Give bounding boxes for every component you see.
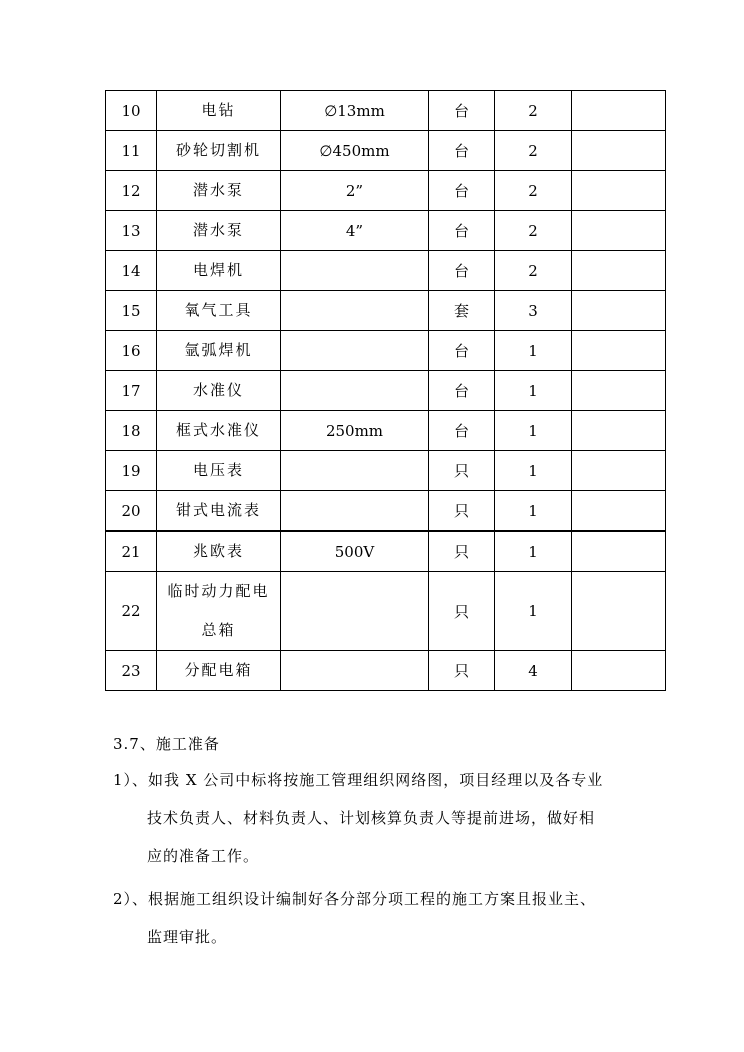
table-row	[106, 491, 666, 532]
cell-spec	[281, 651, 429, 691]
cell-note	[572, 291, 666, 331]
cell-note	[572, 251, 666, 291]
cell-no: 17	[106, 371, 157, 411]
cell-qty: 1	[495, 371, 572, 411]
cell-spec: 4”	[281, 211, 429, 251]
cell-name: 电钻	[157, 91, 281, 131]
cell-qty: 1	[495, 331, 572, 371]
cell-note	[572, 411, 666, 451]
equipment-table-body	[106, 91, 666, 691]
cell-unit: 台	[429, 411, 495, 451]
table-row	[106, 371, 666, 411]
cell-qty: 2	[495, 251, 572, 291]
cell-qty: 2	[495, 131, 572, 171]
cell-name: 电焊机	[157, 251, 281, 291]
cell-qty: 1	[495, 491, 572, 532]
cell-note	[572, 651, 666, 691]
cell-unit: 台	[429, 91, 495, 131]
cell-name: 水准仪	[157, 371, 281, 411]
cell-no: 23	[106, 651, 157, 691]
cell-no: 18	[106, 411, 157, 451]
cell-qty: 2	[495, 211, 572, 251]
cell-no: 15	[106, 291, 157, 331]
cell-unit: 台	[429, 331, 495, 371]
cell-spec: ∅13mm	[281, 91, 429, 131]
cell-note	[572, 331, 666, 371]
cell-name: 兆欧表	[157, 531, 281, 572]
cell-note	[572, 91, 666, 131]
table-row	[106, 531, 666, 572]
cell-name: 氧气工具	[157, 291, 281, 331]
table-row	[106, 451, 666, 491]
cell-note	[572, 451, 666, 491]
cell-spec	[281, 291, 429, 331]
cell-unit: 台	[429, 371, 495, 411]
table-row	[106, 211, 666, 251]
cell-unit: 台	[429, 131, 495, 171]
cell-no: 21	[106, 531, 157, 572]
cell-spec	[281, 251, 429, 291]
item-number: 2）、	[113, 890, 149, 908]
item-text-line: 根据施工组织设计编制好各分部分项工程的施工方案且报业主、	[148, 890, 597, 908]
cell-spec: 2”	[281, 171, 429, 211]
item-text-line: 应的准备工作。	[147, 847, 260, 865]
cell-no: 14	[106, 251, 157, 291]
table-row	[106, 291, 666, 331]
cell-qty: 1	[495, 411, 572, 451]
cell-note	[572, 211, 666, 251]
cell-name: 潜水泵	[157, 211, 281, 251]
cell-unit: 只	[429, 651, 495, 691]
item-text-line: 监理审批。	[147, 928, 228, 946]
cell-spec: ∅450mm	[281, 131, 429, 171]
cell-unit: 台	[429, 251, 495, 291]
cell-no: 22	[106, 572, 157, 651]
cell-qty: 2	[495, 91, 572, 131]
cell-qty: 2	[495, 171, 572, 211]
cell-qty: 3	[495, 291, 572, 331]
cell-name: 框式水准仪	[157, 411, 281, 451]
cell-name: 砂轮切割机	[157, 131, 281, 171]
cell-name: 临时动力配电 总箱	[157, 572, 281, 651]
table-row	[106, 131, 666, 171]
cell-spec	[281, 491, 429, 532]
cell-unit: 只	[429, 531, 495, 572]
table-row	[106, 91, 666, 131]
table-row	[106, 651, 666, 691]
cell-note	[572, 572, 666, 651]
cell-note	[572, 491, 666, 532]
cell-spec	[281, 572, 429, 651]
cell-spec	[281, 331, 429, 371]
item-number: 1）、	[113, 771, 149, 789]
cell-note	[572, 371, 666, 411]
cell-spec	[281, 451, 429, 491]
cell-no: 11	[106, 131, 157, 171]
cell-qty: 1	[495, 531, 572, 572]
cell-unit: 套	[429, 291, 495, 331]
cell-no: 10	[106, 91, 157, 131]
cell-no: 19	[106, 451, 157, 491]
cell-spec: 500V	[281, 531, 429, 572]
cell-no: 20	[106, 491, 157, 532]
item-text-line: 技术负责人、材料负责人、计划核算负责人等提前进场，做好相	[147, 809, 596, 827]
cell-name: 分配电箱	[157, 651, 281, 691]
cell-name: 潜水泵	[157, 171, 281, 211]
cell-unit: 台	[429, 171, 495, 211]
equipment-table	[105, 90, 666, 691]
table-row	[106, 331, 666, 371]
cell-spec: 250mm	[281, 411, 429, 451]
cell-unit: 台	[429, 211, 495, 251]
cell-unit: 只	[429, 451, 495, 491]
cell-note	[572, 531, 666, 572]
cell-qty: 1	[495, 572, 572, 651]
item-text-line: 如我 X 公司中标将按施工管理组织网络图，项目经理以及各专业	[148, 771, 604, 789]
table-row	[106, 411, 666, 451]
table-row	[106, 171, 666, 211]
cell-unit: 只	[429, 491, 495, 532]
section-title: 3.7、施工准备	[113, 735, 220, 753]
table-row	[106, 572, 666, 651]
cell-qty: 1	[495, 451, 572, 491]
cell-no: 16	[106, 331, 157, 371]
table-row	[106, 251, 666, 291]
cell-name: 氩弧焊机	[157, 331, 281, 371]
cell-note	[572, 171, 666, 211]
paragraph-item-2	[113, 880, 653, 956]
cell-spec	[281, 371, 429, 411]
cell-unit: 只	[429, 572, 495, 651]
cell-qty: 4	[495, 651, 572, 691]
cell-no: 13	[106, 211, 157, 251]
cell-note	[572, 131, 666, 171]
paragraph-item-1	[113, 761, 653, 875]
cell-no: 12	[106, 171, 157, 211]
cell-name: 电压表	[157, 451, 281, 491]
cell-name: 钳式电流表	[157, 491, 281, 532]
